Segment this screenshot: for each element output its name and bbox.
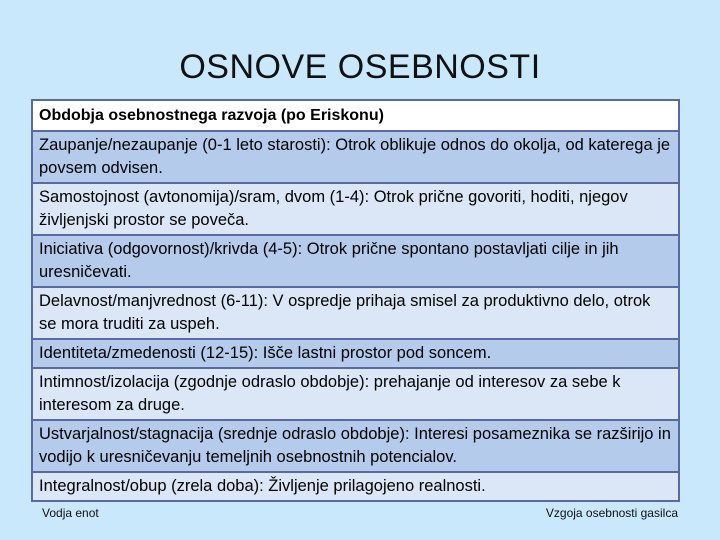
table-row: Zaupanje/nezaupanje (0-1 leto starosti): Otrok oblikuje odnos do okolja, od katerega je povsem odvisen. (33, 130, 678, 182)
footer-left: Vodja enot (42, 506, 99, 520)
table-row: Ustvarjalnost/stagnacija (srednje odraslo obdobje): Interesi posameznika se razširijo in vodijo k uresničevanju temeljnih osebnostnih potencialov. (33, 419, 678, 471)
development-stages-table (31, 99, 680, 502)
table-row: Identiteta/zmedenosti (12-15): Išče lastni prostor pod soncem. (33, 338, 678, 367)
table-row: Delavnost/manjvrednost (6-11): V ospredje prihaja smisel za produktivno delo, otrok se mora truditi za uspeh. (33, 286, 678, 338)
slide-title: OSNOVE OSEBNOSTI (179, 48, 541, 86)
table-row: Integralnost/obup (zrela doba): Življenje prilagojeno realnosti. (33, 471, 678, 500)
table-row: Samostojnost (avtonomija)/sram, dvom (1-4): Otrok prične govoriti, hoditi, njegov življenjski prostor se poveča. (33, 182, 678, 234)
table-header: Obdobja osebnostnega razvoja (po Eriskonu) (33, 101, 678, 130)
table-row: Iniciativa (odgovornost)/krivda (4-5): Otrok prične spontano postavljati cilje in jih uresničevati. (33, 234, 678, 286)
footer-right: Vzgoja osebnosti gasilca (545, 506, 678, 520)
table-row: Intimnost/izolacija (zgodnje odraslo obdobje): prehajanje od interesov za sebe k interesom za druge. (33, 367, 678, 419)
